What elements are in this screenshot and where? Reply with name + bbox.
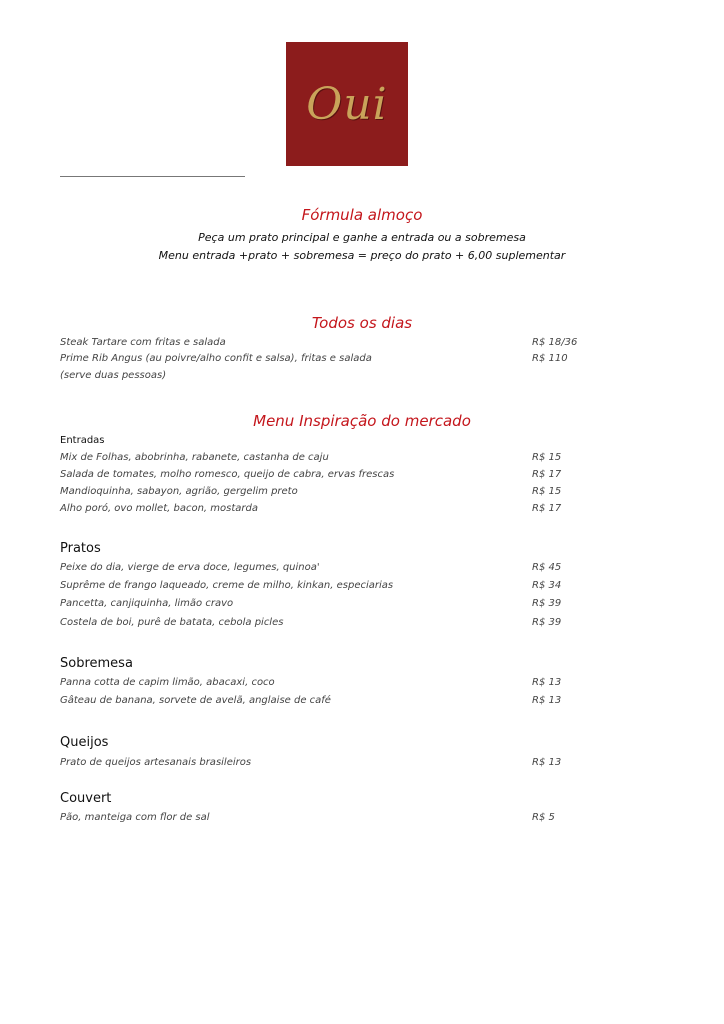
menu-item — [60, 469, 620, 485]
item-name: Gâteau de banana, sorvete de avelã, anglaise de café — [60, 695, 331, 706]
item-price: R$ 39 — [532, 617, 562, 628]
item-price: R$ 17 — [532, 503, 562, 514]
item-price: R$ 13 — [532, 677, 562, 688]
formula-title: Fórmula almoço — [301, 206, 423, 224]
menu-item — [60, 503, 620, 519]
menu-item — [60, 353, 620, 369]
menu-item — [60, 695, 620, 711]
section-heading-couvert: Couvert — [60, 791, 112, 806]
item-name: Salada de tomates, molho romesco, queijo de cabra, ervas frescas — [60, 469, 395, 480]
item-name: Peixe do dia, vierge de erva doce, legumes, quinoa' — [60, 562, 320, 573]
menu-item — [60, 812, 620, 828]
menu-item — [60, 452, 620, 468]
divider — [60, 176, 245, 177]
menu-item — [60, 598, 620, 614]
item-name: Pão, manteiga com flor de sal — [60, 812, 210, 823]
menu-item — [60, 580, 620, 596]
formula-line-1: Peça um prato principal e ganhe a entrada ou a sobremesa — [198, 231, 526, 244]
item-price: R$ 18/36 — [532, 337, 578, 348]
item-price: R$ 39 — [532, 598, 562, 609]
section-heading-entradas: Entradas — [60, 435, 105, 446]
menu-item — [60, 677, 620, 693]
item-price: R$ 13 — [532, 695, 562, 706]
menu-item — [60, 337, 620, 353]
menu-item — [60, 562, 620, 578]
item-name: Mandioquinha, sabayon, agrião, gergelim preto — [60, 486, 298, 497]
menu-item — [60, 617, 620, 633]
item-price: R$ 17 — [532, 469, 562, 480]
item-note: (serve duas pessoas) — [60, 370, 167, 381]
item-name: Mix de Folhas, abobrinha, rabanete, castanha de caju — [60, 452, 329, 463]
item-name: Steak Tartare com fritas e salada — [60, 337, 226, 348]
logo-text: Oui — [306, 78, 388, 130]
inspiracao-title: Menu Inspiração do mercado — [253, 412, 471, 430]
item-price: R$ 13 — [532, 757, 562, 768]
item-name: Alho poró, ovo mollet, bacon, mostarda — [60, 503, 258, 514]
formula-line-2: Menu entrada +prato + sobremesa = preço do prato + 6,00 suplementar — [158, 249, 566, 262]
item-name: Pancetta, canjiquinha, limão cravo — [60, 598, 234, 609]
section-heading-sobremesa: Sobremesa — [60, 656, 133, 671]
item-name: Prato de queijos artesanais brasileiros — [60, 757, 252, 768]
item-price: R$ 5 — [532, 812, 555, 823]
section-heading-pratos: Pratos — [60, 541, 101, 556]
todos-title: Todos os dias — [311, 314, 413, 332]
item-name: Costela de boi, purê de batata, cebola picles — [60, 617, 284, 628]
item-price: R$ 34 — [532, 580, 562, 591]
section-heading-queijos: Queijos — [60, 735, 109, 750]
restaurant-logo — [286, 42, 408, 166]
menu-item — [60, 757, 620, 773]
item-name: Suprême de frango laqueado, creme de milho, kinkan, especiarias — [60, 580, 394, 591]
item-price: R$ 15 — [532, 486, 562, 497]
item-name: Prime Rib Angus (au poivre/alho confit e salsa), fritas e salada — [60, 353, 372, 364]
item-name: Panna cotta de capim limão, abacaxi, coco — [60, 677, 275, 688]
item-price: R$ 110 — [532, 353, 568, 364]
item-price: R$ 15 — [532, 452, 562, 463]
item-price: R$ 45 — [532, 562, 562, 573]
menu-item-note — [60, 370, 620, 386]
menu-item — [60, 486, 620, 502]
